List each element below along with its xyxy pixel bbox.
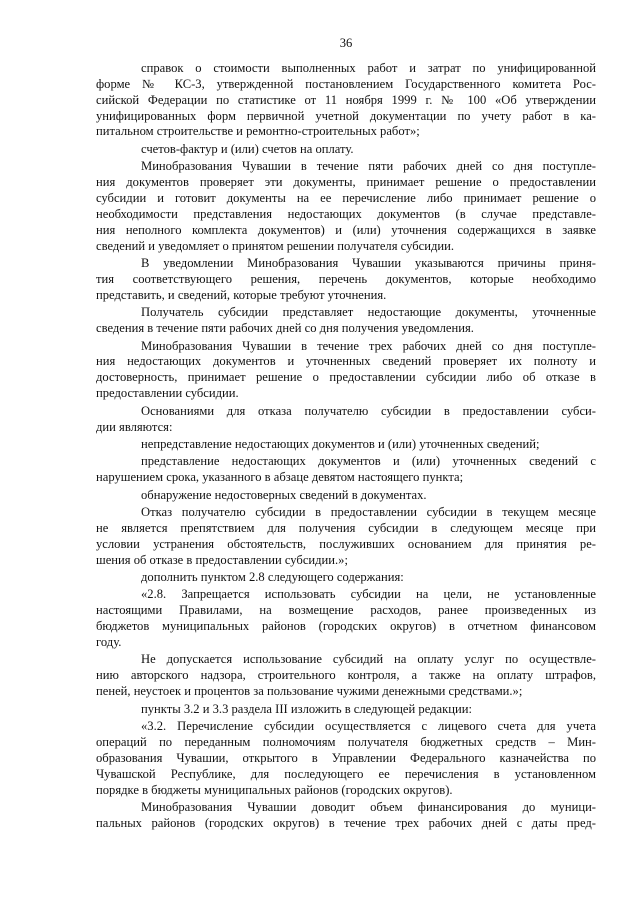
text-line: В уведомлении Минобразования Чувашии указываются причины приня-: [141, 256, 596, 271]
text-line: обнаружение недостоверных сведений в документах.: [141, 487, 427, 502]
text-line: ния документов проверяет эти документы, принимает решение о предоставлении: [96, 175, 596, 190]
text-line: представить, и сведений, которые требуют уточнения.: [96, 287, 387, 302]
text-line: предоставлении субсидии.: [96, 386, 239, 401]
text-line: пункты 3.2 и 3.3 раздела III изложить в следующей редакции:: [141, 701, 472, 716]
text-line: пальных районов (городских округов) в течение трех рабочих дней с даты пред-: [96, 815, 596, 830]
document-body: [96, 61, 596, 832]
text-line: питальном строительстве и ремонтно-строительных работ»;: [96, 124, 420, 139]
text-line: необходимости представления недостающих документов (в случае представле-: [96, 206, 596, 221]
text-line: образования Чувашии, открытого в Управлении Федерального казначейства по: [96, 750, 596, 765]
text-line: непредставление недостающих документов и (или) уточненных сведений;: [141, 436, 540, 451]
text-line: «3.2. Перечисление субсидии осуществляется с лицевого счета для учета: [141, 719, 596, 734]
text-line: дии являются:: [96, 419, 173, 434]
text-line: шения об отказе в предоставлении субсидии.»;: [96, 552, 348, 567]
text-line: нию авторского надзора, строительного контроля, а также на оплату штрафов,: [96, 668, 596, 683]
text-line: сведения в течение пяти рабочих дней со дня получения уведомления.: [96, 321, 474, 336]
text-line: не является препятствием для получения субсидии в следующем месяце при: [96, 520, 596, 535]
text-line: Отказ получателю субсидии в предоставлении субсидии в текущем месяце: [141, 504, 596, 519]
text-line: форме № КС-3, утвержденной постановлением Государственного комитета Рос-: [96, 76, 596, 91]
text-line: Минобразования Чувашии в течение пяти рабочих дней со дня поступле-: [141, 159, 596, 174]
text-line: Минобразования Чувашии в течение трех рабочих дней со дня поступле-: [141, 338, 596, 353]
text-line: сведений и уведомляет о принятом решении получателя субсидии.: [96, 238, 454, 253]
text-line: Чувашской Республике, для последующего ее перечисления в установленном: [96, 766, 596, 781]
text-line: пеней, неустоек и процентов за пользование чужими денежными средствами.»;: [96, 684, 523, 699]
text-line: «2.8. Запрещается использовать субсидии на цели, не установленные: [141, 587, 596, 602]
text-line: сийской Федерации по статистике от 11 ноября 1999 г. № 100 «Об утверждении: [96, 92, 596, 107]
text-line: дополнить пунктом 2.8 следующего содержания:: [141, 570, 404, 585]
text-line: ния неполного комплекта документов) и (или) уточнения содержащихся в заявке: [96, 222, 596, 237]
text-line: справок о стоимости выполненных работ и затрат по унифицированной: [141, 60, 596, 75]
text-line: Получатель субсидии представляет недостающие документы, уточненные: [141, 305, 596, 320]
text-line: ния недостающих документов и уточненных сведений проверяет их полноту и: [96, 354, 596, 369]
document-page: [96, 36, 596, 832]
text-line: унифицированных форм первичной учетной документации по учету работ в ка-: [96, 108, 596, 123]
text-line: порядке в бюджеты муниципальных районов (городских округов).: [96, 782, 453, 797]
page-number: 36: [339, 36, 353, 50]
text-line: субсидии и готовит документы на ее перечисление либо принимает решение о: [96, 191, 596, 206]
text-line: представление недостающих документов и (или) уточненных сведений с: [141, 454, 596, 469]
text-line: году.: [96, 635, 122, 650]
text-line: тия соответствующего решения, перечень документов, которые необходимо: [96, 271, 596, 286]
text-line: условии устранения обстоятельств, послуживших основанием для принятия ре-: [96, 536, 596, 551]
text-line: счетов-фактур и (или) счетов на оплату.: [141, 141, 354, 156]
text-line: Минобразования Чувашии доводит объем финансирования до муници-: [141, 799, 596, 814]
text-line: бюджетов муниципальных районов (городских округов) в отчетном финансовом: [96, 619, 596, 634]
text-line: достоверность, принимает решение о предоставлении субсидии либо об отказе в: [96, 370, 596, 385]
text-line: нарушением срока, указанного в абзаце девятом настоящего пункта;: [96, 470, 464, 485]
text-line: настоящими Правилами, на возмещение расходов, ранее произведенных из: [96, 603, 596, 618]
text-line: операций по переданным полномочиям получателя бюджетных средств – Мин-: [96, 734, 596, 749]
text-line: Не допускается использование субсидий на оплату услуг по осуществле-: [141, 652, 596, 667]
text-line: Основаниями для отказа получателю субсидии в предоставлении субси-: [141, 403, 596, 418]
